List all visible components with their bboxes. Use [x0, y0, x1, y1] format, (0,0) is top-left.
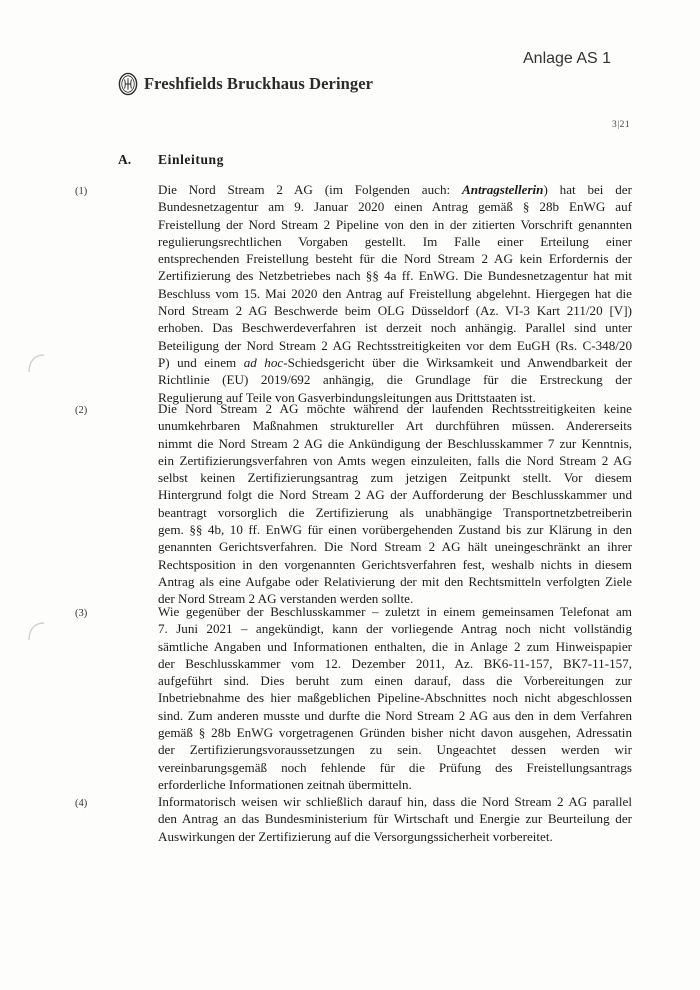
- firm-logo: [118, 71, 373, 97]
- text-line: genannten Gerichtsverfahren. Die Nord Stream 2 AG hält uneingeschränkt an ihrer: [158, 539, 632, 555]
- text-line: regulierungsrechtlichen Vorgaben gestellt. Im Falle einer Erteilung einer: [158, 233, 632, 249]
- text-line: der Zertifizierungsvoraussetzungen zu sein. Ungeachtet dessen werden wir: [158, 742, 632, 758]
- text-line: Die Nord Stream 2 AG (im Folgenden auch: Antragstellerin) hat bei der: [158, 182, 632, 197]
- text-line: erhoben. Das Beschwerdeverfahren ist derzeit noch anhängig. Parallel sind unter: [158, 320, 632, 336]
- annex-label: Anlage AS 1: [523, 50, 612, 67]
- text-line: Nord Stream 2 AG Beschwerde beim OLG Düsseldorf (Az. VI-3 Kart 211/20 [V]): [158, 303, 632, 319]
- text-line: der Beschlusskammer vom 12. Dezember 2011, Az. BK6-11-157, BK7-11-157,: [158, 655, 632, 671]
- text-line: aufgeführt sind. Dies beruht zum einen darauf, dass die Vorbereitungen zur: [158, 673, 632, 689]
- text-line: nimmt die Nord Stream 2 AG die Ankündigung der Beschlusskammer 7 zur Kenntnis,: [158, 435, 632, 451]
- paragraph-number: (3): [75, 608, 88, 619]
- text-line: Wie gegenüber der Beschlusskammer – zuletzt in einem gemeinsamen Telefonat am: [158, 604, 632, 619]
- section-title: Einleitung: [158, 152, 225, 167]
- text-line: Richtlinie (EU) 2019/692 anhängig, die Grundlage für die Erstreckung der: [158, 372, 632, 388]
- text-line: Informatorisch weisen wir schließlich darauf hin, dass die Nord Stream 2 AG parallel: [158, 794, 632, 809]
- text-line: vereinbarungsgemäß noch fehlende für die Prüfung des Freistellungsantrags: [158, 759, 632, 775]
- text-line: Antrag als eine Aufgabe oder Relativierung der mit den Rechtsmitteln verfolgten Ziele: [158, 573, 632, 589]
- text-line: selbst keinen Zertifizierungsantrag zum jetzigen Zeitpunkt stellt. Vor diesem: [158, 470, 632, 486]
- text-line: sämtliche Angaben und Informationen enthalten, die in Anlage 2 zum Hinweispapier: [158, 638, 632, 654]
- defined-term: Antragstellerin: [461, 182, 544, 197]
- text-line: erforderliche Informationen zeitnah übermitteln.: [158, 776, 412, 792]
- text-line: Inbetriebnahme des hier maßgeblichen Pipeline-Abschnittes noch nicht abgeschlossen: [158, 690, 632, 706]
- paragraph-text: [158, 400, 632, 608]
- punch-hole-mark-icon: [26, 352, 46, 374]
- text-line: Beschluss vom 15. Mai 2020 den Antrag auf Freistellung abgelehnt. Hiergegen hat die: [158, 285, 632, 301]
- punch-hole-mark-icon: [26, 620, 46, 642]
- text-line: Freistellung der Nord Stream 2 Pipeline von den in der zitierten Vorschrift genannten: [158, 216, 632, 232]
- page-number: 3|21: [612, 120, 631, 130]
- text-line: P) und einem ad hoc-Schiedsgericht über die Wirksamkeit und Anwendbarkeit der: [158, 354, 632, 370]
- text-line: gem. §§ 4b, 10 ff. EnWG für einen vorübergehenden Zustand bis zur Klärung in den: [158, 522, 632, 538]
- text-line: gemäß § 28b EnWG vorgetragenen Gründen bisher nicht davon ausgehen, Adressatin: [158, 725, 632, 741]
- text-line: unumkehrbaren Maßnahmen struktureller Art durchführen müssen. Andererseits: [158, 418, 632, 434]
- paragraph-text: [158, 603, 632, 793]
- text-line: Rechtsposition in den vorgenannten Gerichtsverfahren fest, weshalb nichts in diesem: [158, 556, 632, 572]
- text-line: 7. Juni 2021 – angekündigt, kann der vorliegende Antrag noch nicht vollständig: [158, 621, 632, 637]
- text-line: beantragt vorsorglich die Zertifizierung als unabhängige Transportnetzbetreiberin: [158, 504, 632, 520]
- text-line: Bundesnetzagentur am 9. Januar 2020 einen Antrag gemäß § 28b EnWG auf: [158, 199, 632, 215]
- paragraph-number: (1): [75, 186, 88, 197]
- section-letter: A.: [118, 152, 132, 167]
- text-line: den Antrag an das Bundesministerium für Wirtschaft und Energie zur Beurteilung der: [158, 811, 632, 827]
- text-line: Auswirkungen der Zertifizierung auf die Versorgungssicherheit vorbereitet.: [158, 828, 553, 844]
- text-line: der Nord Stream 2 AG verstanden werden sollte.: [158, 591, 414, 607]
- emphasis-text: ad hoc: [243, 354, 284, 370]
- firm-seal-icon: [118, 72, 138, 96]
- text-line: Beteiligung der Nord Stream 2 AG Rechtsstreitigkeiten vor dem EuGH (Rs. C-348/20: [158, 337, 632, 353]
- paragraph-number: (4): [75, 798, 88, 809]
- text-line: ein Zertifizierungsverfahren von Amts wegen einzuleiten, falls die Nord Stream 2 AG: [158, 452, 632, 468]
- text-line: Die Nord Stream 2 AG möchte während der laufenden Rechtsstreitigkeiten keine: [158, 401, 632, 416]
- firm-name: Freshfields Bruckhaus Deringer: [144, 74, 374, 93]
- text-line: Zertifizierung des Netzbetriebes nach §§ 4a ff. EnWG. Die Bundesnetzagentur hat mit: [158, 268, 632, 284]
- paragraph-text: [158, 181, 632, 406]
- paragraph-number: (2): [75, 405, 88, 416]
- paragraph-text: [158, 793, 632, 845]
- text-line: Regulierung auf Teile von Gasverbindungsleitungen aus Drittstaaten ist.: [158, 389, 536, 405]
- text-line: entsprechenden Freistellung besteht für die Nord Stream 2 AG kein Erfordernis der: [158, 251, 632, 267]
- text-line: sind. Zum anderen musste und durfte die Nord Stream 2 AG aus den in dem Verfahren: [158, 707, 632, 723]
- text-line: Hintergrund folgt die Nord Stream 2 AG der Aufforderung der Beschlusskammer und: [158, 487, 632, 503]
